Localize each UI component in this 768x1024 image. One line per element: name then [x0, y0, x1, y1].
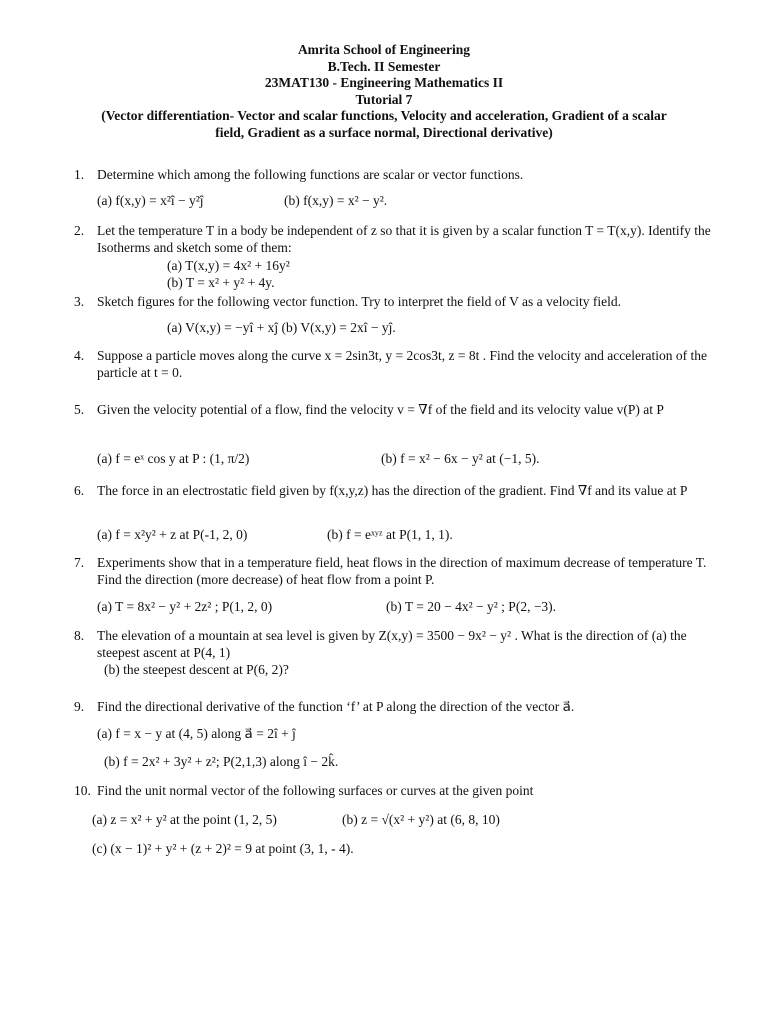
question-text: The force in an electrostatic field given by f(x,y,z) has the direction of the gradient. Find ∇f and its value at P: [97, 483, 688, 498]
question-9-part-a: (a) f = x − y at (4, 5) along a⃗ = 2î + ĵ: [97, 726, 296, 741]
question-6-part-a: (a) f = x²y² + z at P(-1, 2, 0): [97, 527, 248, 542]
question-6: [74, 482, 724, 499]
question-2-part-a: (a) T(x,y) = 4x² + 16y²: [167, 258, 290, 273]
question-5-part-a: (a) f = eˣ cos y at P : (1, π/2): [97, 451, 250, 466]
question-number: 9.: [74, 699, 85, 714]
question-text: Determine which among the following functions are scalar or vector functions.: [97, 167, 524, 182]
question-1-part-b: (b) f(x,y) = x² − y².: [284, 193, 388, 208]
question-10-part-a: (a) z = x² + y² at the point (1, 2, 5): [92, 812, 277, 827]
question-number: 5.: [74, 402, 85, 417]
school-name: Amrita School of Engineering: [297, 42, 471, 57]
question-5-part-b: (b) f = x² − 6x − y² at (−1, 5).: [381, 451, 540, 466]
question-number: 1.: [74, 167, 85, 182]
question-number: 3.: [74, 294, 85, 309]
question-number: 8.: [74, 628, 85, 643]
question-1: [74, 166, 724, 183]
question-7: [74, 554, 724, 588]
question-text: Find the unit normal vector of the following surfaces or curves at the given point: [97, 783, 534, 798]
question-number: 7.: [74, 555, 85, 570]
question-3: [74, 293, 724, 310]
course-title: 23MAT130 - Engineering Mathematics II: [264, 75, 504, 90]
question-text: Suppose a particle moves along the curve x = 2sin3t, y = 2cos3t, z = 8t . Find the velocity and acceleration of the particle at t = 0.: [97, 348, 707, 380]
question-text: Find the directional derivative of the function ‘f’ at P along the direction of the vector a⃗.: [97, 699, 575, 714]
question-text: Given the velocity potential of a flow, find the velocity v = ∇f of the field and its velocity value v(P) at P: [97, 402, 664, 417]
question-7-part-b: (b) T = 20 − 4x² − y² ; P(2, −3).: [386, 599, 557, 614]
topics-line-2: field, Gradient as a surface normal, Directional derivative): [215, 124, 553, 140]
question-number: 2.: [74, 223, 85, 238]
question-1-part-a: (a) f(x,y) = x²î − y²ĵ: [97, 193, 204, 208]
question-number: 6.: [74, 483, 85, 498]
tutorial-number: Tutorial 7: [355, 91, 413, 107]
question-9-part-b: (b) f = 2x² + 3y² + z²; P(2,1,3) along î − 2k̂.: [104, 754, 339, 769]
question-number: 10.: [74, 783, 91, 798]
question-text: Let the temperature T in a body be independent of z so that it is given by a scalar function T = T(x,y). Identify the Isotherms and sketch some of them:: [97, 223, 711, 255]
question-10-part-b: (b) z = √(x² + y²) at (6, 8, 10): [342, 812, 500, 827]
question-text: Experiments show that in a temperature field, heat flows in the direction of maximum decrease of temperature T. Find the direction (more decrease) of heat flow from a point P.: [97, 555, 707, 587]
question-4: [74, 347, 724, 381]
question-3-parts: (a) V(x,y) = −yî + xĵ (b) V(x,y) = 2xî − yĵ.: [167, 320, 396, 335]
question-8: [74, 627, 724, 661]
question-2-part-b: (b) T = x² + y² + 4y.: [167, 275, 275, 290]
question-9: [74, 698, 724, 715]
topics-line-1: (Vector differentiation- Vector and scalar functions, Velocity and acceleration, Gradient of a scalar: [101, 108, 667, 123]
question-5: [74, 401, 724, 418]
question-text: The elevation of a mountain at sea level is given by Z(x,y) = 3500 − 9x² − y² . What is the direction of (a) the steepest ascent at P(4, 1): [97, 628, 687, 660]
semester: B.Tech. II Semester: [327, 58, 441, 74]
question-text: Sketch figures for the following vector function. Try to interpret the field of V as a velocity field.: [97, 294, 622, 309]
question-6-part-b: (b) f = eˣʸᶻ at P(1, 1, 1).: [327, 527, 453, 542]
question-number: 4.: [74, 348, 85, 363]
question-8-part-b: (b) the steepest descent at P(6, 2)?: [104, 662, 289, 677]
document-header: [0, 42, 768, 141]
question-10: [74, 782, 724, 799]
question-2: [74, 222, 724, 256]
question-10-part-c: (c) (x − 1)² + y² + (z + 2)² = 9 at point (3, 1, - 4).: [92, 841, 354, 856]
question-7-part-a: (a) T = 8x² − y² + 2z² ; P(1, 2, 0): [97, 599, 273, 614]
